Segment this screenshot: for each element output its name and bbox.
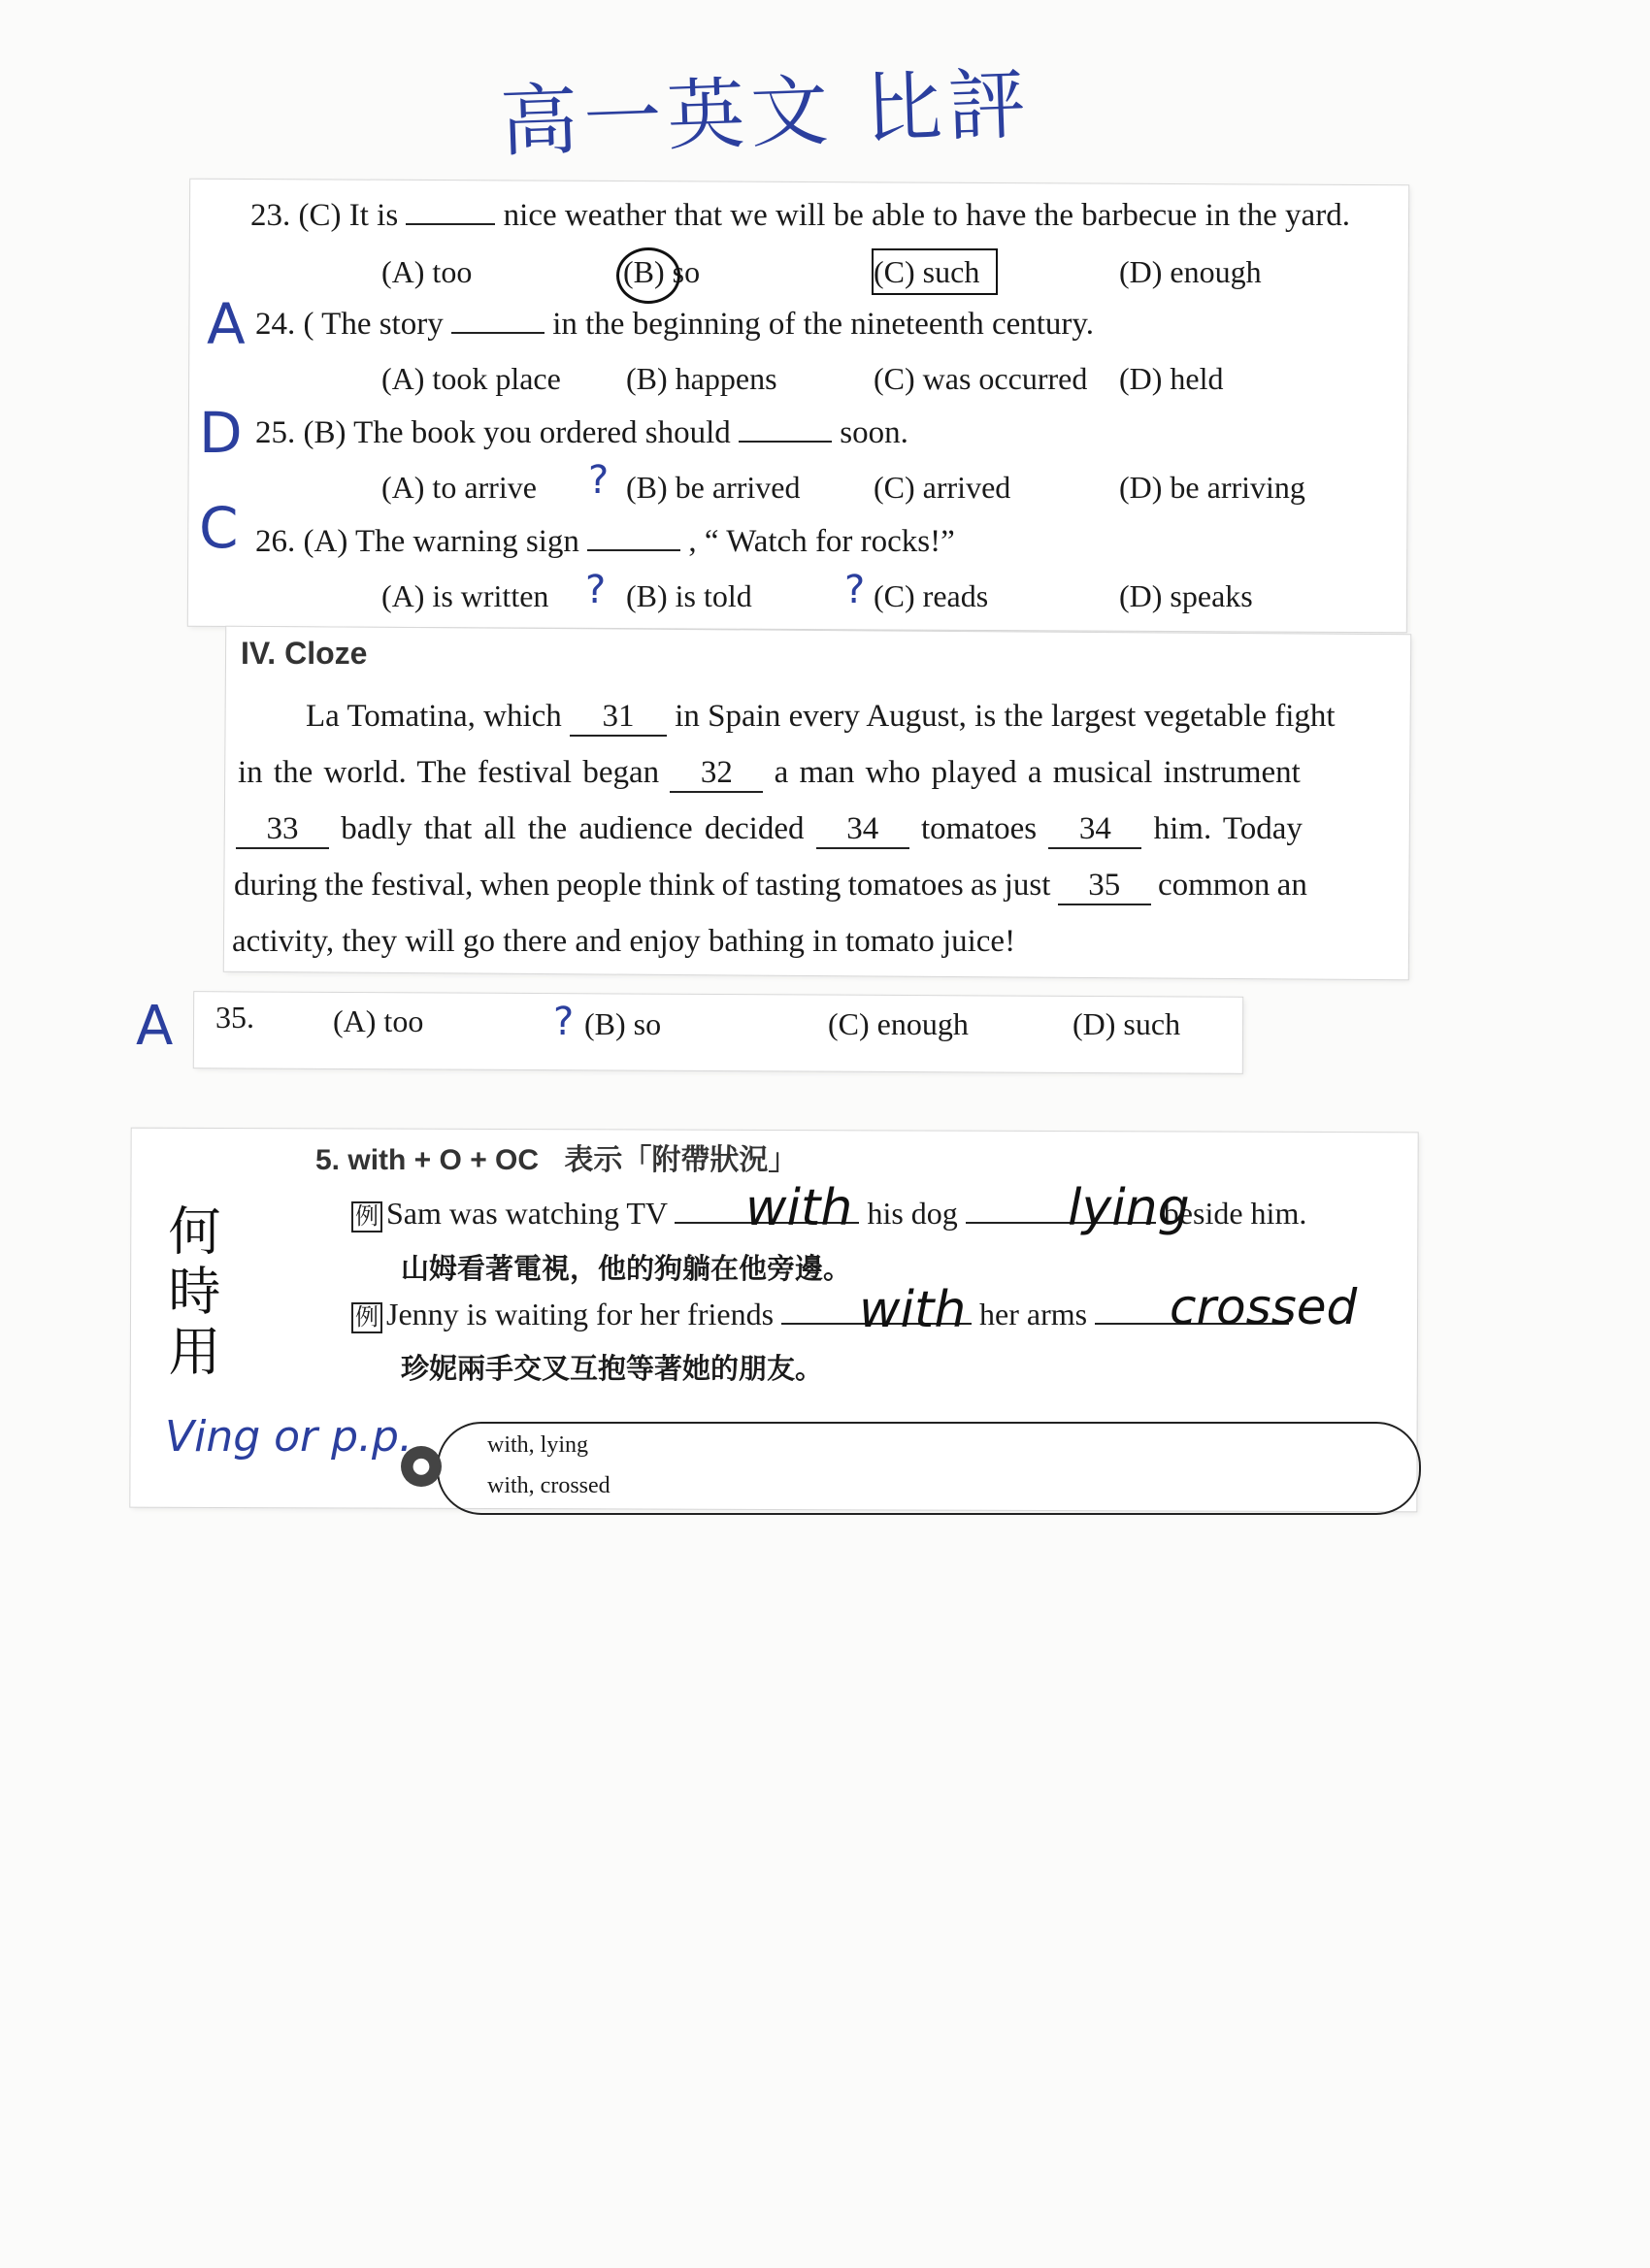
option-d: (D) such [1072,1006,1181,1041]
answer-blank [739,415,832,443]
option-c: (C) such [874,254,980,289]
cloze-blank: 34 [1048,811,1141,849]
option-d: (D) held [1119,361,1224,396]
answer-icon: ● [401,1446,442,1487]
correction-mark: D [199,400,243,466]
example-text: Sam was watching TV [386,1196,668,1231]
grammar-heading [315,1135,797,1178]
pen-circle [616,247,680,304]
question-number: 23. [250,198,291,233]
cloze-title: IV. Cloze [241,636,368,671]
cloze-text: badly that all the audience decided [341,811,805,846]
question-mark: ? [588,458,610,503]
option-a: (A) too [381,254,473,289]
question-number: 25. [255,415,296,450]
example-translation: 山姆看著電視，他的狗躺在他旁邊。 [401,1252,852,1285]
side-note: 何時用 [160,1203,221,1384]
handwritten-fill: with [859,1281,967,1339]
option-c: (C) reads [874,578,989,613]
example-mark: 例 [351,1201,382,1233]
question-stem-start: The book you ordered should [353,415,731,450]
grammar-heading-zh: 表示「附帶狀況」 [564,1143,798,1177]
option-a: (A) too [333,1003,424,1038]
cloze-text: tomatoes [920,811,1038,846]
option-a: (A) to arrive [381,470,537,505]
example-text: beside him. [1163,1196,1307,1231]
cloze-blank: 33 [236,811,329,849]
cloze-text: activity, they will go there and enjoy bathing in tomato juice! [232,924,1016,959]
student-answer: (A) [303,524,348,559]
example-text: her arms [979,1297,1088,1331]
answer-2: with, crossed [487,1473,610,1498]
question-mark: ? [844,568,866,612]
cloze-text: him. Today [1153,811,1303,846]
answer-1: with, lying [487,1432,589,1458]
answer-blank [451,307,544,334]
question-number: 24. [255,307,296,342]
option-b: (B) be arrived [626,470,801,505]
correction-mark: A [136,995,174,1058]
question-stem-start: The story [321,307,444,342]
cloze-blank: 34 [816,811,909,849]
handwritten-title: 高一英文 比評 [498,58,1034,168]
cloze-text: common an [1157,868,1307,903]
example-text: his dog [867,1196,958,1231]
student-answer: (C) [298,198,342,233]
question-mark: ? [553,1000,575,1044]
question-stem-end: in the beginning of the nineteenth century. [552,307,1094,342]
option-d: (D) be arriving [1119,470,1305,505]
grammar-heading-en: 5. with + O + OC [315,1144,540,1176]
option-d: (D) enough [1119,254,1262,289]
question-number: 35. [215,1000,254,1035]
student-answer: ( [303,307,314,342]
cloze-text: a man who played a musical instrument [774,755,1301,790]
option-b: (B) so [623,254,701,289]
handwritten-fill: lying [1068,1179,1190,1237]
student-answer: (B) [303,415,346,450]
example-text: Jenny is waiting for her friends [386,1297,775,1331]
cloze-text: during the festival, when people think of tasting tomatoes as just [234,868,1051,903]
option-c: (C) arrived [874,470,1011,505]
option-d: (D) speaks [1119,578,1253,613]
handwritten-fill: crossed [1170,1279,1358,1335]
option-b: (B) happens [626,361,777,396]
question-stem-end: soon. [840,415,908,450]
answer-blank [406,198,495,225]
question-stem-start: It is [348,198,399,233]
cloze-text: in Spain every August, is the largest vegetable fight [675,699,1336,734]
question-stem-end: , “ Watch for rocks!” [688,524,955,559]
cloze-blank: 35 [1058,868,1151,905]
side-note-2: Ving or p.p. [165,1412,412,1462]
option-c: (C) enough [828,1006,969,1041]
cloze-text: La Tomatina, which [306,699,562,734]
correction-mark: C [199,495,239,561]
question-mark: ? [585,568,607,612]
option-c: (C) was occurred [874,361,1088,396]
option-a: (A) is written [381,578,549,613]
example-mark: 例 [351,1302,382,1333]
questions-clip [188,180,1408,633]
example-translation: 珍妮兩手交叉互抱等著她的朋友。 [401,1352,824,1385]
question-number: 26. [255,524,296,559]
correction-mark: A [207,291,246,357]
option-b: (B) is told [626,578,752,613]
cloze-blank: 32 [670,755,763,793]
cloze-blank: 31 [570,699,667,737]
option-b: (B) so [584,1006,662,1041]
answer-blank [587,524,680,551]
question-stem-end: nice weather that we will be able to have the barbecue in the yard. [503,198,1350,233]
pen-box [872,248,998,295]
question-stem-start: The warning sign [354,524,579,559]
handwritten-fill: with [745,1179,853,1237]
cloze-text: in the world. The festival began [238,755,660,790]
option-a: (A) took place [381,361,561,396]
